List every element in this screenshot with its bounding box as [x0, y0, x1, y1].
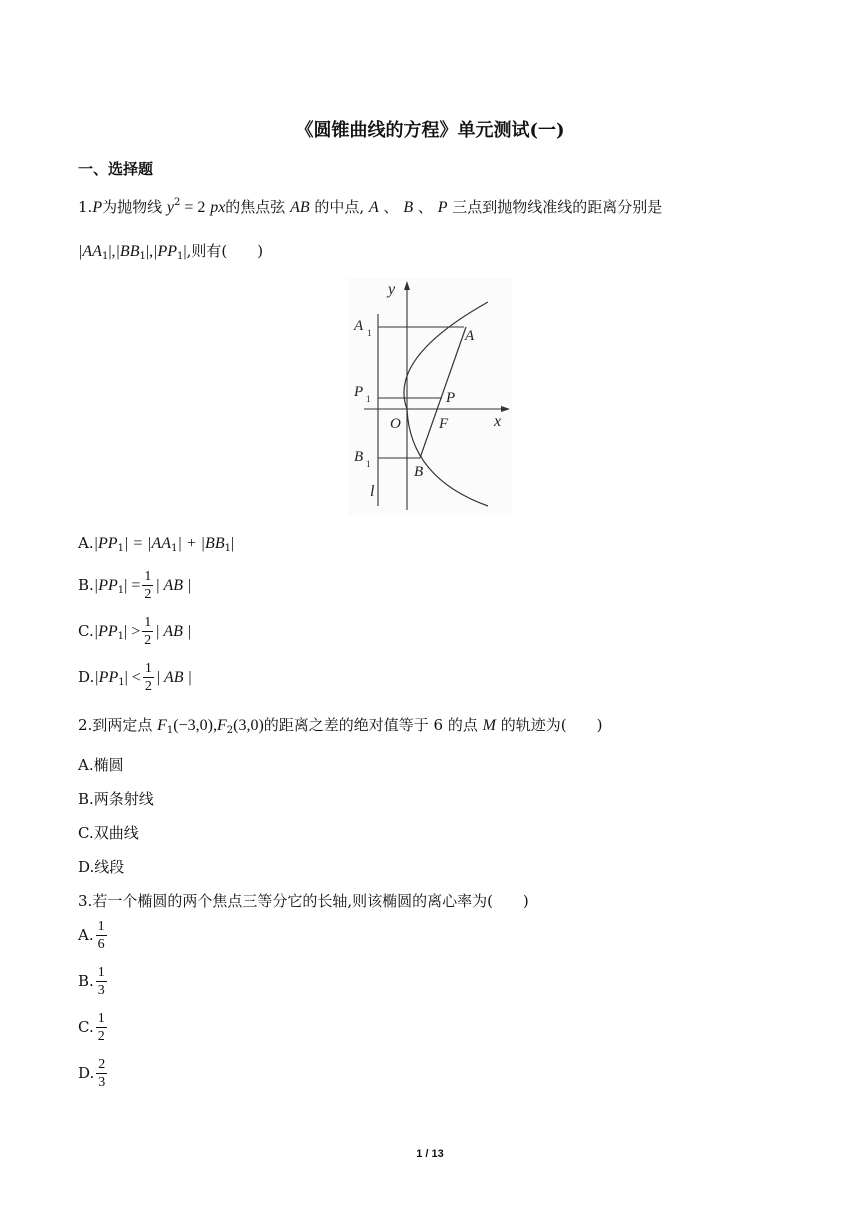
- label-l: l: [370, 483, 375, 500]
- q1-eq-rest: = 2: [180, 199, 206, 216]
- q1-text-2: 的焦点弦: [225, 198, 286, 216]
- q1-option-b[interactable]: $B.|PP_1|$ = $\frac{1}{2}$ | AB |: [78, 569, 192, 602]
- q2-var-m: M: [482, 717, 496, 734]
- label-b: B: [414, 464, 424, 480]
- fraction: $\frac{1}{2}$: [97, 1011, 105, 1044]
- q1-var-b: B: [403, 199, 414, 216]
- label-p: P: [446, 390, 456, 406]
- fraction-one-half: $\frac{1}{2}$: [144, 661, 152, 694]
- label-o: O: [390, 416, 401, 432]
- q3-option-d[interactable]: D. $\frac{2}{3}$: [78, 1057, 106, 1090]
- q3-option-c[interactable]: C. $\frac{1}{2}$: [78, 1011, 105, 1044]
- q1-text-3: 的中点,: [314, 198, 365, 216]
- fraction-one-half: $\frac{1}{2}$: [144, 615, 152, 648]
- q1-var-p: P: [92, 199, 103, 216]
- fraction: $\frac{2}{3}$: [98, 1057, 106, 1090]
- q1-var-p2: P: [437, 199, 448, 216]
- q2-var-f2: F: [216, 717, 227, 734]
- question-2-stem: 2.到两定点 $F_1(-3,0),F_2(3,0)$的距离之差的绝对值等于 6 的点 M 的轨迹为( ): [78, 716, 603, 736]
- label-p1-sub: 1: [366, 394, 371, 404]
- q1-eq-y: y: [166, 199, 174, 216]
- label-x: x: [494, 413, 502, 430]
- q2-option-c[interactable]: C.双曲线: [78, 824, 139, 842]
- q1-var-ab: AB: [290, 199, 310, 216]
- q1-text-1: 为抛物线: [102, 198, 163, 216]
- fraction: $\frac{1}{6}$: [97, 919, 105, 952]
- question-3-stem: 3.若一个椭圆的两个焦点三等分它的长轴,则该椭圆的离心率为( ): [78, 892, 529, 910]
- section-heading: 一、选择题: [78, 160, 154, 178]
- q3-option-b[interactable]: B. $\frac{1}{3}$: [78, 965, 105, 998]
- q1-option-c[interactable]: $C.|PP_1|$ > $\frac{1}{2}$ | AB |: [78, 615, 192, 648]
- q2-option-d[interactable]: D.线段: [78, 858, 125, 876]
- q1-number: 1.: [78, 198, 93, 216]
- label-a: A: [465, 328, 475, 344]
- figure-background: [348, 278, 512, 516]
- q1-dist-b: |BB: [115, 243, 140, 260]
- q1-text-4: 三点到抛物线准线的距离分别是: [452, 198, 663, 216]
- q1-dist-a: |AA: [78, 243, 102, 260]
- label-f: F: [439, 416, 449, 432]
- q1-sep-2: 、: [417, 198, 433, 216]
- q3-option-a[interactable]: A. $\frac{1}{6}$: [78, 919, 105, 952]
- q1-option-d[interactable]: $D.|PP_1|$ < $\frac{1}{2}$ | AB |: [78, 661, 192, 694]
- question-1-distances: $|AA_1|,|BB_1|,|PP_1|$,则有( ): [78, 242, 264, 262]
- question-1-stem: [78, 196, 662, 217]
- label-y: y: [388, 281, 396, 298]
- q1-eq-px: px: [210, 199, 226, 216]
- label-b1: B: [354, 449, 364, 465]
- label-a1: A: [354, 318, 364, 334]
- q1-sep-1: 、: [383, 198, 399, 216]
- q1-option-a[interactable]: $A.|PP_1| = |AA_1| + |BB_1|$: [78, 534, 235, 554]
- q1-eq-exp: 2: [174, 197, 181, 208]
- fraction: $\frac{1}{3}$: [97, 965, 105, 998]
- label-a1-sub: 1: [367, 328, 372, 338]
- label-b1-sub: 1: [366, 459, 371, 469]
- q2-var-f1: F: [157, 717, 167, 734]
- fraction-one-half: $\frac{1}{2}$: [144, 569, 152, 602]
- page-title: 《圆锥曲线的方程》单元测试(一): [295, 120, 565, 141]
- q2-option-b[interactable]: B.两条射线: [78, 790, 154, 808]
- q2-option-a[interactable]: A.椭圆: [78, 756, 124, 774]
- q1-text-5: ,则有( ): [186, 242, 264, 260]
- label-p1: P: [354, 384, 364, 400]
- parabola-figure: [348, 278, 512, 516]
- page-number: 1 / 13: [416, 1148, 444, 1160]
- q1-var-a: A: [368, 199, 379, 216]
- q1-dist-p: |PP: [153, 243, 178, 260]
